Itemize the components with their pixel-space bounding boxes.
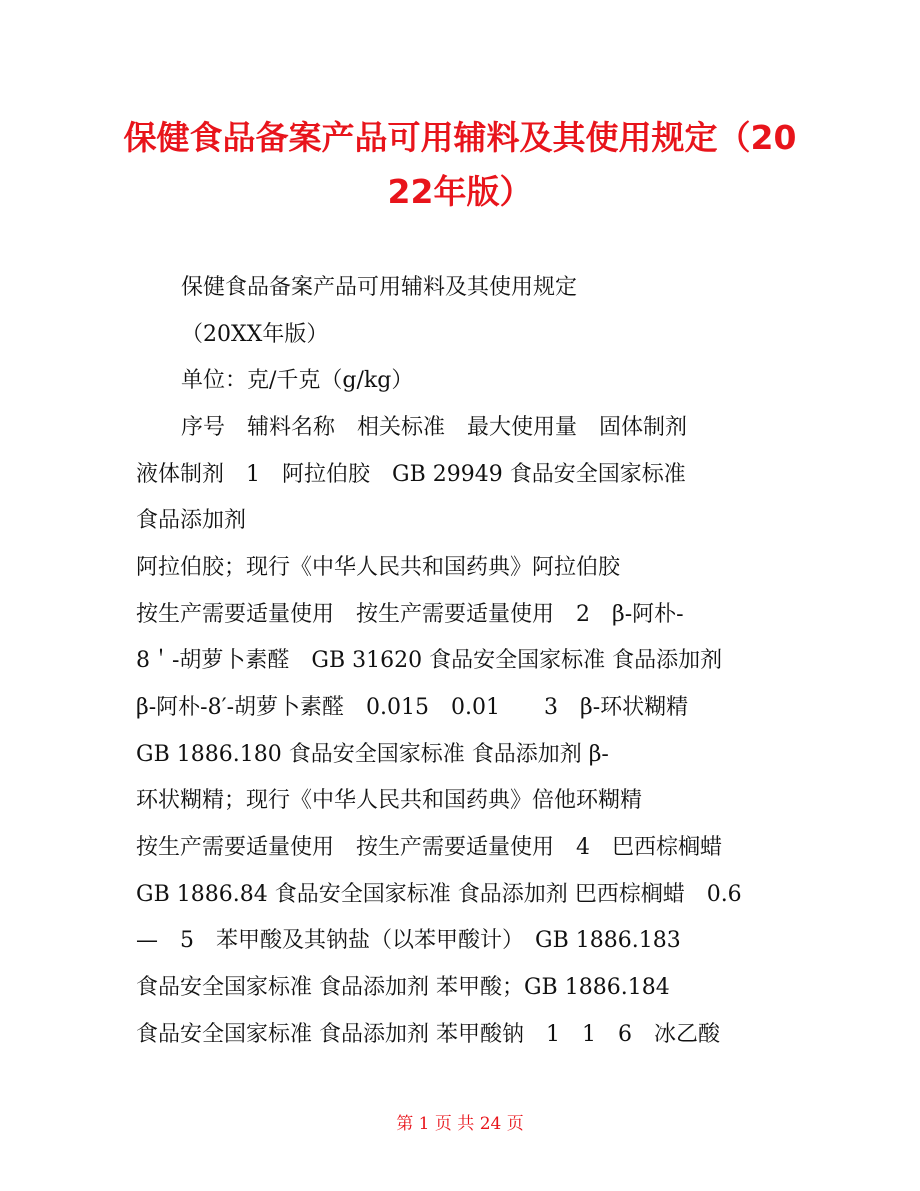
body-line: 阿拉伯胶；现行《中华人民共和国药典》阿拉伯胶: [136, 555, 621, 580]
body-line: 环状糊精；现行《中华人民共和国药典》倍他环糊精: [136, 788, 643, 813]
body-line: — 5 苯甲酸及其钠盐（以苯甲酸计） GB 1886.183: [136, 928, 681, 953]
body-line: 按生产需要适量使用 按生产需要适量使用 4 巴西棕榈蜡: [136, 835, 722, 860]
page-number-footer: 第 1 页 共 24 页: [396, 1114, 524, 1134]
body-line: 食品安全国家标准 食品添加剂 苯甲酸；GB 1886.184: [136, 975, 670, 1000]
document-title-line-2: 22年版）: [387, 172, 533, 211]
body-line-unit: 单位：克/千克（g/kg）: [181, 368, 414, 393]
body-line-edition: （20XX年版）: [181, 322, 329, 347]
body-line: β-阿朴-8′-胡萝卜素醛 0.015 0.01 3 β-环状糊精: [136, 695, 689, 720]
body-line: GB 1886.180 食品安全国家标准 食品添加剂 β-: [136, 742, 609, 767]
body-line: 食品安全国家标准 食品添加剂 苯甲酸钠 1 1 6 冰乙酸: [136, 1022, 720, 1047]
body-line: 按生产需要适量使用 按生产需要适量使用 2 β-阿朴-: [136, 602, 684, 627]
body-line: GB 1886.84 食品安全国家标准 食品添加剂 巴西棕榈蜡 0.6: [136, 882, 742, 907]
document-title-line-1: 保健食品备案产品可用辅料及其使用规定（20: [123, 118, 797, 157]
body-line: 8＇-胡萝卜素醛 GB 31620 食品安全国家标准 食品添加剂: [136, 648, 723, 673]
body-line: 液体制剂 1 阿拉伯胶 GB 29949 食品安全国家标准: [136, 462, 686, 487]
body-line: 食品添加剂: [136, 508, 247, 533]
body-line-table-header: 序号 辅料名称 相关标准 最大使用量 固体制剂: [181, 415, 688, 440]
body-line-subtitle: 保健食品备案产品可用辅料及其使用规定: [181, 275, 578, 300]
